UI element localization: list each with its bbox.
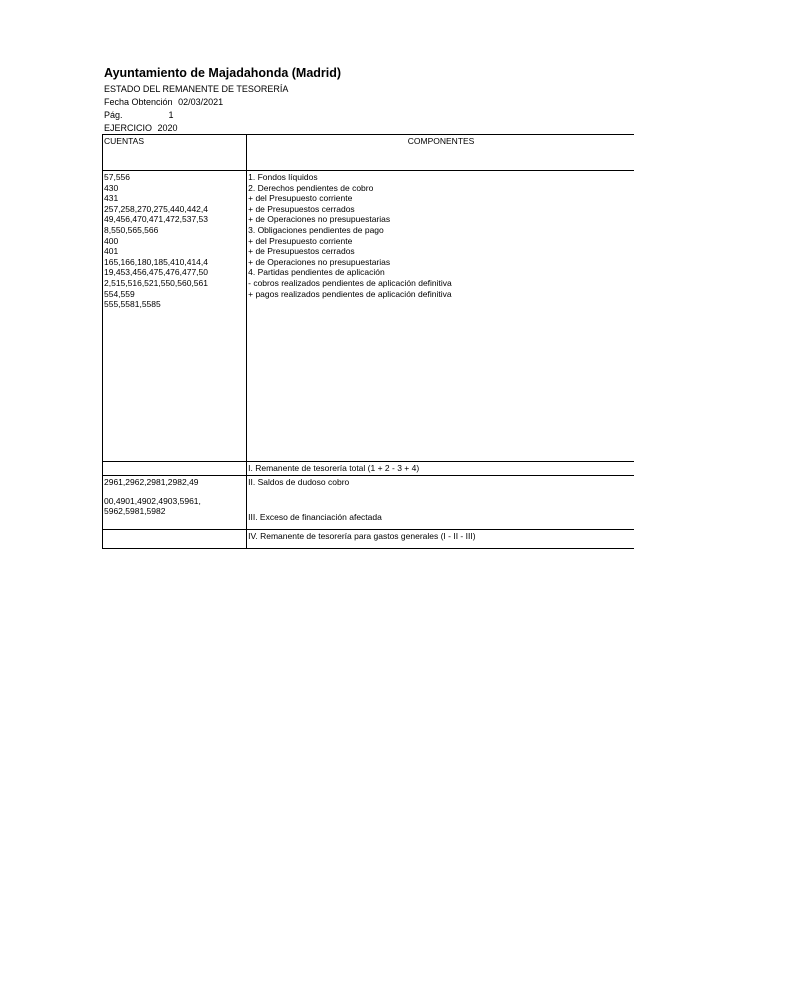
- componente-line: - cobros realizados pendientes de aplicación definitiva: [248, 277, 452, 288]
- cuenta-line: 430: [104, 182, 119, 193]
- saldos-dudoso-text: II. Saldos de dudoso cobro: [248, 477, 350, 487]
- componente-line: + de Presupuestos cerrados: [248, 246, 355, 257]
- componente-line: 4. Partidas pendientes de aplicación: [248, 267, 385, 278]
- componente-line: + pagos realizados pendientes de aplicación definitiva: [248, 288, 452, 299]
- componente-line: + de Operaciones no presupuestarias: [248, 214, 391, 225]
- table-row: [103, 171, 635, 462]
- report-subtitle: ESTADO DEL REMANENTE DE TESORERÍA: [104, 84, 289, 94]
- page-value: 1: [168, 110, 174, 120]
- fecha-row: [104, 96, 341, 109]
- cuenta-line: 401: [104, 246, 119, 257]
- saldos-cuentas-line: 2961,2962,2981,2982,49: [104, 477, 199, 487]
- cuenta-line: 8,550,565,566: [104, 224, 159, 235]
- componente-line: 3. Obligaciones pendientes de pago: [248, 224, 384, 235]
- page-label: Pág.: [104, 110, 123, 120]
- spacer: [248, 488, 634, 504]
- remanente-total-cell: I. Remanente de tesorería total (1 + 2 - 3 + 4): [247, 462, 634, 476]
- spacer: [104, 488, 246, 496]
- componente-line: + de Operaciones no presupuestarias: [248, 256, 391, 267]
- cuenta-line: 257,258,270,275,440,442,4: [104, 203, 208, 214]
- componente-line: 1. Fondos líquidos: [248, 172, 318, 182]
- remanente-gastos-cell: IV. Remanente de tesorería para gastos generales (I - II - III): [247, 530, 634, 549]
- page-number-row: [104, 109, 341, 122]
- table-row: [103, 530, 635, 549]
- empty-cuentas-cell: [103, 530, 247, 549]
- report-header: [104, 64, 341, 135]
- table-row: [103, 476, 635, 530]
- page-title: Ayuntamiento de Majadahonda (Madrid): [104, 66, 342, 80]
- cuenta-line: 165,166,180,185,410,414,4: [104, 256, 208, 267]
- saldos-componentes-cell: [247, 476, 634, 530]
- cuenta-line: 57,556: [104, 172, 130, 182]
- header-cuentas: CUENTAS: [103, 135, 247, 171]
- ejercicio-value: 2020: [157, 123, 178, 133]
- cuenta-line: 2,515,516,521,550,560,561: [104, 277, 208, 288]
- cuenta-line: 19,453,456,475,476,477,50: [104, 267, 208, 278]
- cuenta-line: 555,5581,5585: [104, 299, 161, 310]
- header-componentes: COMPONENTES: [247, 135, 634, 171]
- spacer: [248, 504, 634, 512]
- cuenta-line: 49,456,470,471,472,537,53: [104, 214, 208, 225]
- componente-line: + del Presupuesto corriente: [248, 235, 353, 246]
- componente-line: + del Presupuesto corriente: [248, 193, 353, 204]
- exceso-financiacion-text: III. Exceso de financiación afectada: [248, 511, 382, 522]
- remanente-table: [102, 134, 634, 549]
- cuenta-line: 400: [104, 235, 119, 246]
- componente-line: + de Presupuestos cerrados: [248, 203, 355, 214]
- ejercicio-label: EJERCICIO: [104, 123, 153, 133]
- empty-cuentas-cell: [103, 462, 247, 476]
- table-header-row: [103, 135, 635, 171]
- cuenta-line: 431: [104, 193, 119, 204]
- fecha-value: 02/03/2021: [178, 97, 224, 107]
- componente-line: 2. Derechos pendientes de cobro: [248, 182, 374, 193]
- table-row: [103, 462, 635, 476]
- cuentas-cell: [103, 171, 247, 462]
- saldos-cuentas-cell: [103, 476, 247, 530]
- fecha-label: Fecha Obtención: [104, 97, 173, 107]
- saldos-cuentas-line: 5962,5981,5982: [104, 506, 166, 517]
- componentes-cell: [247, 171, 634, 462]
- cuenta-line: 554,559: [104, 288, 135, 299]
- saldos-cuentas-line: 00,4901,4902,4903,5961,: [104, 495, 201, 506]
